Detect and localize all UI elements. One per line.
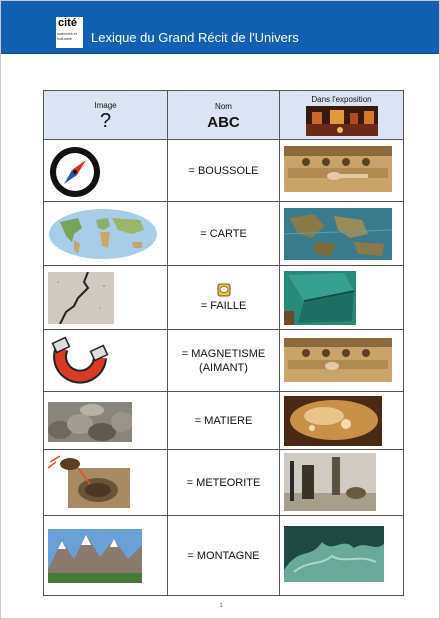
image-cell xyxy=(44,140,168,202)
document-title: Lexique du Grand Récit de l'Univers xyxy=(91,30,299,45)
column-header-exhibition: Dans l'exposition xyxy=(311,94,372,104)
exhibition-cell xyxy=(280,516,404,596)
horseshoe-magnet-icon xyxy=(48,334,114,388)
row-label-secondary: (AIMANT) xyxy=(199,361,248,374)
logo-subtext: sciences et industrie xyxy=(57,31,78,41)
image-cell xyxy=(44,330,168,392)
image-cell xyxy=(44,266,168,330)
row-label: = CARTE xyxy=(200,227,247,240)
row-label: = METEORITE xyxy=(186,476,261,489)
world-map-image xyxy=(48,208,158,260)
meteorite-exhibit-photo xyxy=(284,453,376,511)
compass-exhibit-photo xyxy=(284,146,392,192)
header-exhibition-cell xyxy=(280,91,404,140)
row-label: = MATIERE xyxy=(194,414,253,427)
exhibition-cell xyxy=(280,450,404,516)
table-header-row xyxy=(44,91,404,140)
matter-exhibit-photo xyxy=(284,396,382,446)
table-row xyxy=(44,266,404,330)
exhibition-cell xyxy=(280,202,404,266)
meteorite-crater-image xyxy=(46,454,132,510)
name-cell xyxy=(168,140,280,202)
header-bar xyxy=(1,1,439,54)
abc-symbol: ABC xyxy=(207,113,240,131)
row-label: = MAGNETISME xyxy=(181,347,266,360)
page-number: 1 xyxy=(219,603,223,609)
fault-model-exhibit-photo xyxy=(284,271,356,325)
question-mark-symbol: ? xyxy=(99,109,112,132)
exhibition-hall-thumbnail xyxy=(306,106,378,136)
image-cell xyxy=(44,202,168,266)
row-label: = MONTAGNE xyxy=(187,549,260,562)
exhibition-cell xyxy=(280,392,404,450)
table-row xyxy=(44,516,404,596)
relief-map-exhibit-photo xyxy=(284,208,392,260)
crack-image xyxy=(48,272,114,324)
table-row xyxy=(44,140,404,202)
table-row xyxy=(44,392,404,450)
image-cell xyxy=(44,392,168,450)
mountains-image xyxy=(48,529,142,583)
magnetism-exhibit-photo xyxy=(284,338,392,382)
name-cell xyxy=(168,516,280,596)
exhibition-cell xyxy=(280,330,404,392)
cite-logo xyxy=(56,17,83,48)
image-cell xyxy=(44,450,168,516)
exhibition-cell xyxy=(280,266,404,330)
name-cell xyxy=(168,392,280,450)
name-cell xyxy=(168,266,280,330)
image-cell xyxy=(44,516,168,596)
table-row xyxy=(44,330,404,392)
logo-text: cité xyxy=(58,17,77,29)
header-image-cell xyxy=(44,91,168,140)
compass-icon xyxy=(48,145,102,199)
exhibition-cell xyxy=(280,140,404,202)
lexicon-table xyxy=(43,90,404,596)
header-name-cell xyxy=(168,91,280,140)
name-cell xyxy=(168,330,280,392)
mountain-model-exhibit-photo xyxy=(284,526,384,582)
column-header-image: Image xyxy=(94,100,117,110)
rocks-image xyxy=(48,402,132,442)
table-row xyxy=(44,450,404,516)
table-row xyxy=(44,202,404,266)
speech-bubble-icon xyxy=(217,283,231,297)
row-label: = FAILLE xyxy=(200,299,247,312)
row-label: = BOUSSOLE xyxy=(188,164,259,177)
name-cell xyxy=(168,202,280,266)
name-cell xyxy=(168,450,280,516)
column-header-name: Nom xyxy=(215,101,232,111)
